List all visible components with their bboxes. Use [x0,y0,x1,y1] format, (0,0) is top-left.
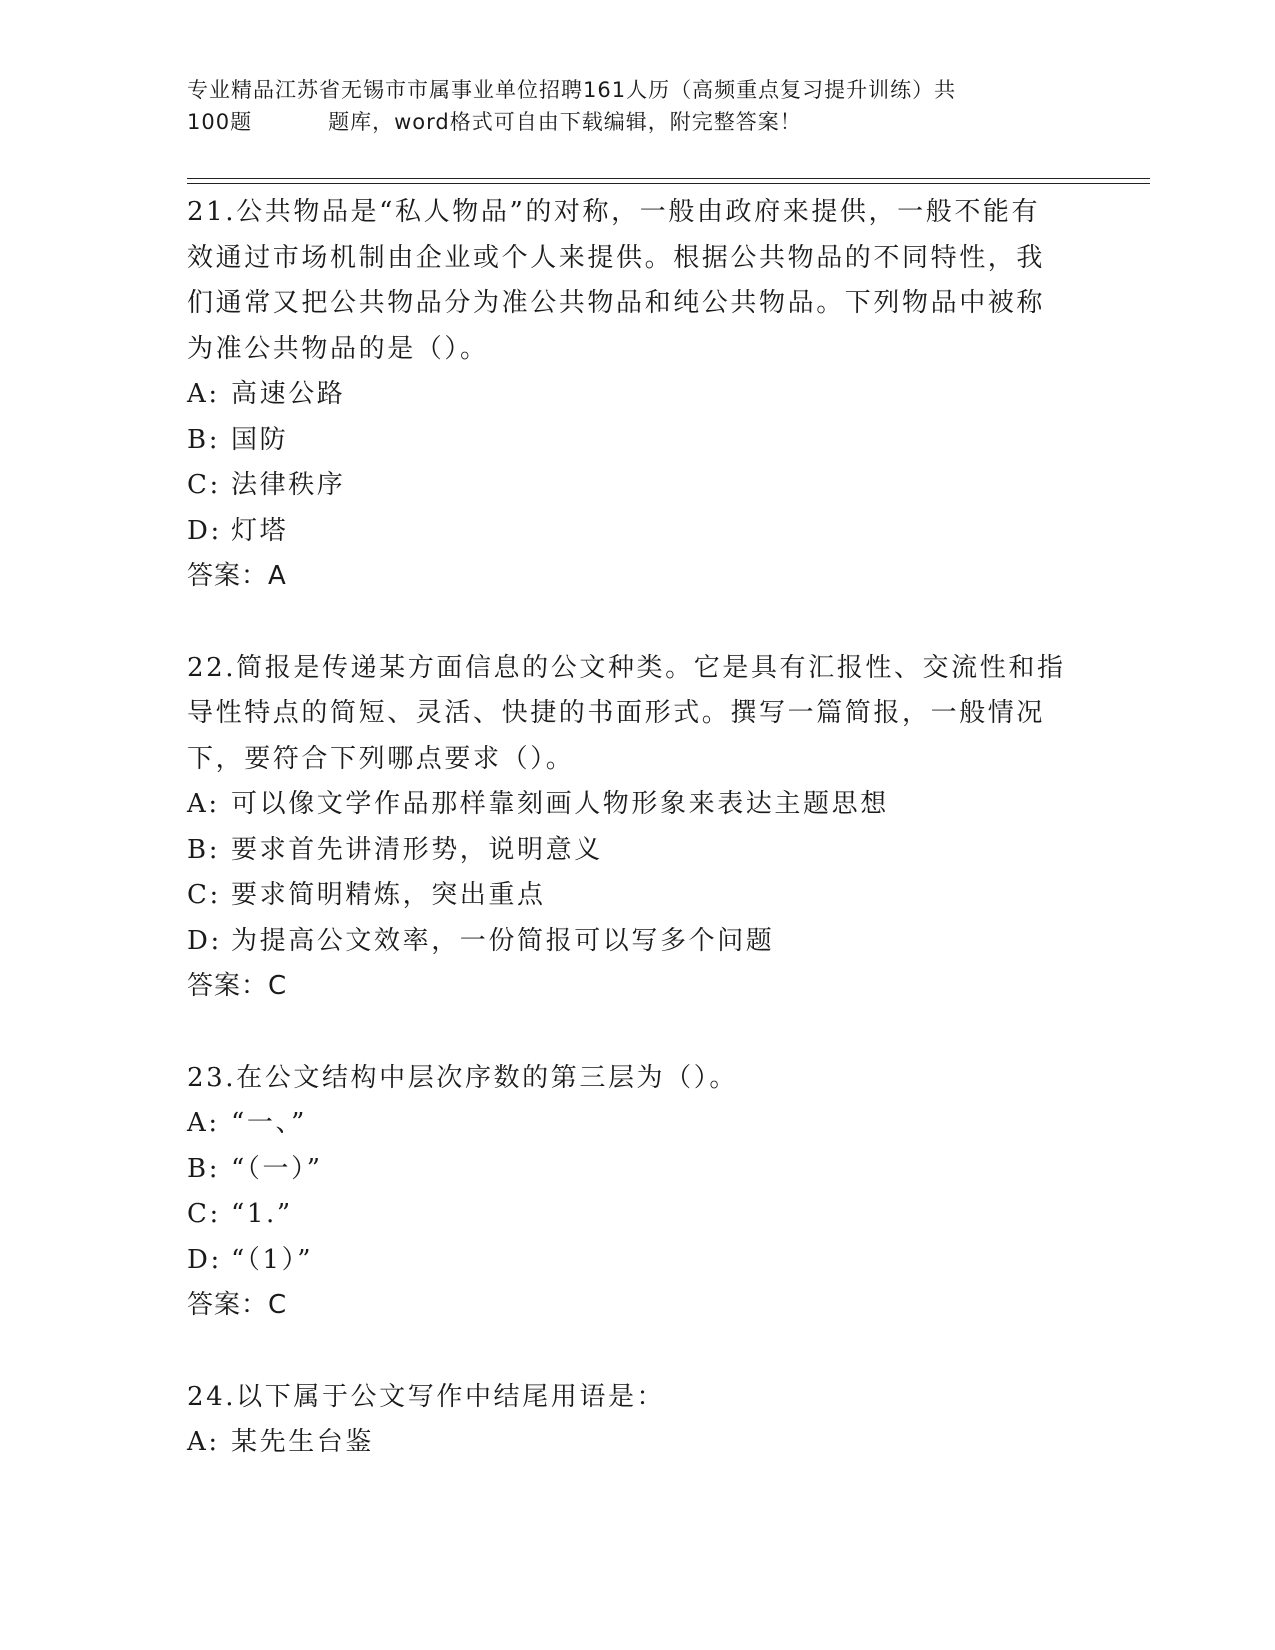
option-text: 高速公路 [231,379,346,409]
question-spacer [187,600,1087,646]
question-22 [187,646,1087,1010]
question-stem-line: 导性特点的简短、灵活、快捷的书面形式。撰写一篇简报，一般情况 [187,698,1046,728]
option-key: D: [187,925,222,956]
header-divider-bottom [187,183,1150,184]
question-list [187,190,1087,1466]
question-stem-line: 们通常又把公共物品分为准公共物品和纯公共物品。下列物品中被称 [187,288,1046,318]
option-c [187,873,1087,919]
option-key: D: [187,1244,222,1275]
option-text: 某先生台鉴 [231,1427,375,1457]
option-d [187,919,1087,965]
question-stem-line: 21.公共物品是“私人物品”的对称，一般由政府来提供，一般不能有 [187,197,1041,227]
question-23 [187,1056,1087,1329]
option-key: A: [187,789,220,819]
header-line-2-desc: 题库，word格式可自由下载编辑，附完整答案！ [328,110,802,134]
question-stem-line: 24.以下属于公文写作中结尾用语是： [187,1381,666,1412]
option-d [187,1238,1087,1284]
option-text: “1.” [231,1199,293,1229]
option-b [187,828,1087,874]
question-24 [187,1375,1087,1466]
header-line-1: 专业精品江苏省无锡市市属事业单位招聘161人历（高频重点复习提升训练）共 [187,78,957,102]
answer-line: 答案：C [187,1290,288,1320]
question-stem-line: 效通过市场机制由企业或个人来提供。根据公共物品的不同特性，我 [187,242,1046,273]
option-key: C: [187,1199,221,1229]
option-key: C: [187,880,221,910]
option-key: A: [187,379,220,409]
option-text: “一、” [231,1108,307,1138]
option-key: B: [187,834,221,865]
option-a [187,1420,1087,1466]
option-c [187,1192,1087,1238]
option-text: 法律秩序 [231,470,346,500]
option-c [187,463,1087,509]
option-d [187,509,1087,555]
option-key: B: [187,424,221,455]
option-text: 国防 [231,424,289,455]
option-text: “（一）” [231,1153,323,1184]
option-a [187,372,1087,418]
question-spacer [187,1010,1087,1056]
question-stem-line: 23.在公文结构中层次序数的第三层为（）。 [187,1062,738,1093]
question-21 [187,190,1087,600]
option-text: 为提高公文效率，一份简报可以写多个问题 [231,925,775,956]
option-key: A: [187,1108,220,1138]
answer-line: 答案：A [187,561,287,591]
option-text: 要求首先讲清形势，说明意义 [231,834,603,865]
option-key: B: [187,1153,221,1184]
question-stem-line: 22.简报是传递某方面信息的公文种类。它是具有汇报性、交流性和指 [187,652,1066,683]
option-a [187,782,1087,828]
option-text: 灯塔 [231,515,289,546]
option-text: 要求简明精炼，突出重点 [231,880,546,910]
option-key: C: [187,470,221,500]
question-spacer [187,1329,1087,1375]
answer-line: 答案：C [187,971,288,1001]
option-key: A: [187,1427,220,1457]
header-line-2 [187,106,1087,138]
header-divider-top [187,178,1150,179]
option-text: “（1）” [231,1244,314,1275]
option-b [187,418,1087,464]
header-line-2-count: 100题 [187,110,253,134]
option-a [187,1101,1087,1147]
header-gap [252,106,328,138]
option-key: D: [187,515,222,546]
option-text: 可以像文学作品那样靠刻画人物形象来表达主题思想 [231,789,889,819]
question-stem-line: 为准公共物品的是（）。 [187,333,489,364]
document-header [187,74,1087,138]
option-b [187,1147,1087,1193]
question-stem-line: 下，要符合下列哪点要求（）。 [187,743,575,774]
